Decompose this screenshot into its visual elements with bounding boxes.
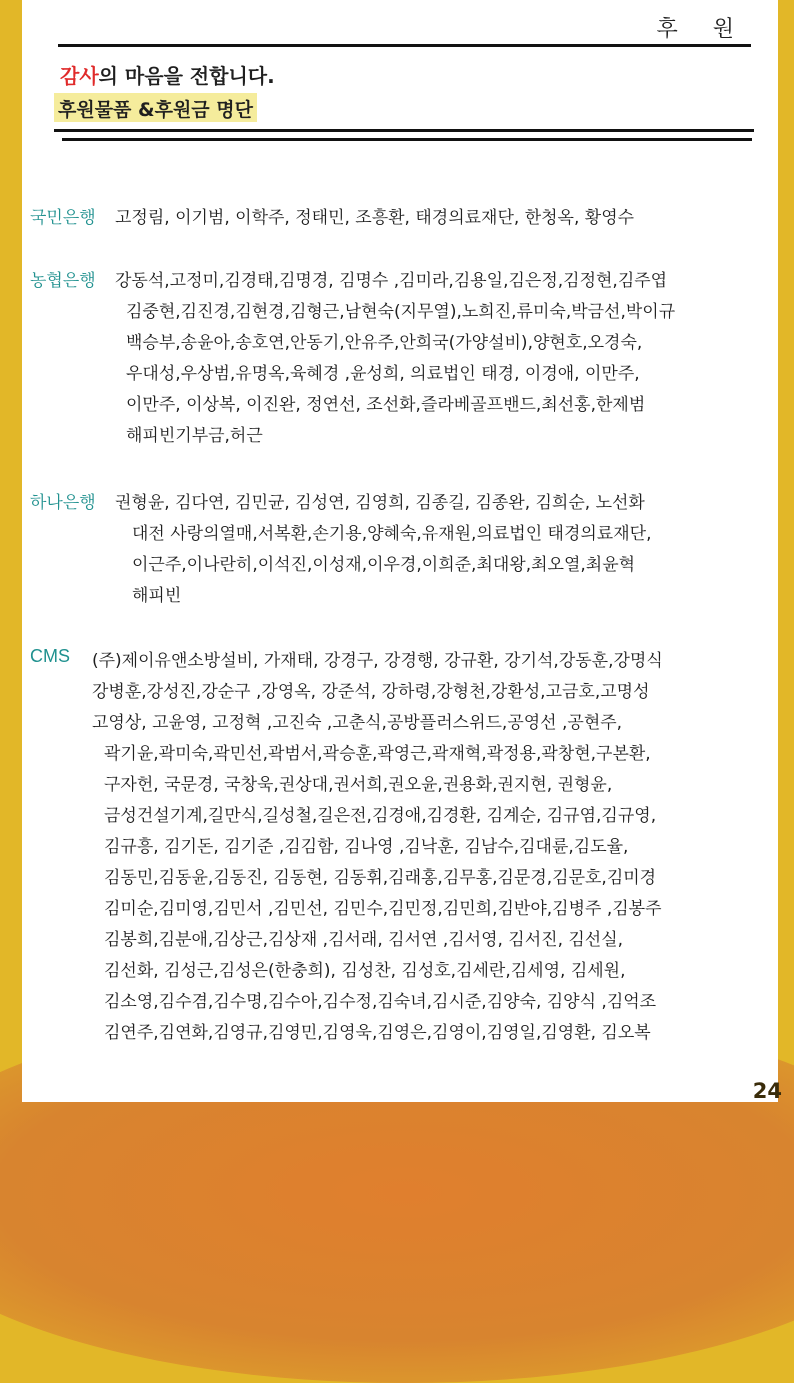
donor-row [30,266,775,297]
donor-line: 강병훈,강성진,강순구 ,강영옥, 강준석, 강하령,강형천,강환성,고금호,고명성 [92,682,650,702]
donor-line: 김동민,김동윤,김동진, 김동현, 김동휘,김래홍,김무홍,김문경,김문호,김미경 [104,868,657,888]
bank-label-kookmin: 국민은행 [30,208,96,228]
donor-line: 해피빈기부금,허근 [126,426,263,446]
section-cms [30,646,775,1049]
donor-row [30,297,775,328]
donor-row [30,581,775,612]
donor-row [30,390,775,421]
donor-row [30,708,775,739]
donor-row [30,987,775,1018]
donor-line: 김규흥, 김기돈, 김기준 ,김김함, 김나영 ,김낙훈, 김남수,김대륜,김도율, [104,837,629,857]
donor-line: 고영상, 고윤영, 고정혁 ,고진숙 ,고춘식,공방플러스위드,공영선 ,공현주, [92,713,623,733]
donor-line: (주)제이유앤소방설비, 가재태, 강경구, 강경행, 강규환, 강기석,강동훈,강명식 [92,651,663,671]
donor-row [30,770,775,801]
donor-line: 김봉희,김분애,김상근,김상재 ,김서래, 김서연 ,김서영, 김서진, 김선실, [104,930,624,950]
donor-row [30,1018,775,1049]
donor-line: 김소영,김수겸,김수명,김수아,김수정,김숙녀,김시준,김양숙, 김양식 ,김억조 [104,992,657,1012]
document-page [22,0,778,1102]
donor-line: 이근주,이나란히,이석진,이성재,이우경,이희준,최대왕,최오열,최윤혁 [132,555,636,575]
bank-label-cms: CMS [30,646,70,666]
donor-row [30,739,775,770]
donor-row [30,328,775,359]
donor-line: 대전 사랑의열매,서복환,손기용,양혜숙,유재원,의료법인 태경의료재단, [132,524,652,544]
heading-accent: 감사 [60,64,99,88]
donor-row [30,677,775,708]
donor-row [30,801,775,832]
donor-line: 곽기윤,곽미숙,곽민선,곽범서,곽승훈,곽영근,곽재혁,곽정용,곽창현,구본환, [104,744,651,764]
header-bottom-rule-1 [54,129,754,132]
donor-row [30,488,775,519]
section-nonghyup [30,266,775,452]
donor-row [30,956,775,987]
section-kookmin [30,203,775,234]
donor-line: 김선화, 김성근,김성은(한충희), 김성찬, 김성호,김세란,김세영, 김세원, [104,961,626,981]
page-heading [60,60,275,89]
donor-row [30,863,775,894]
donor-row [30,359,775,390]
donor-line: 백승부,송윤아,송호연,안동기,안유주,안희국(가양설비),양현호,오경숙, [126,333,643,353]
donor-line: 김미순,김미영,김민서 ,김민선, 김민수,김민정,김민희,김반야,김병주 ,김봉주 [104,899,662,919]
heading-rest: 의 마음을 전합니다. [98,64,275,88]
donor-line: 우대성,우상범,유명옥,육혜경 ,윤성희, 의료법인 태경, 이경애, 이만주, [126,364,640,384]
donor-line: 김중현,김진경,김현경,김형근,남현숙(지무열),노희진,류미숙,박금선,박이규 [126,302,676,322]
donor-line: 해피빈 [132,586,182,606]
page-number: 24 [752,1079,782,1103]
donor-row [30,421,775,452]
header-bottom-rule-2 [62,138,752,141]
bank-label-hana: 하나은행 [30,493,96,513]
donor-row [30,519,775,550]
donor-row [30,894,775,925]
donor-line: 구자헌, 국문경, 국창욱,권상대,권서희,권오윤,권용화,권지현, 권형윤, [104,775,613,795]
donor-row [30,550,775,581]
donor-line: 이만주, 이상복, 이진완, 정연선, 조선화,즐라베골프밴드,최선홍,한제범 [126,395,646,415]
donor-row [30,925,775,956]
section-hana [30,488,775,612]
donor-row [30,832,775,863]
corner-title: 후 원 [656,17,748,42]
donor-line: 고정림, 이기범, 이학주, 정태민, 조흥환, 태경의료재단, 한청옥, 황영수 [115,208,635,228]
donor-row [30,203,775,234]
header-top-rule [58,44,751,47]
donor-line: 김연주,김연화,김영규,김영민,김영욱,김영은,김영이,김영일,김영환, 김오복 [104,1023,651,1043]
donor-line: 권형윤, 김다연, 김민균, 김성연, 김영희, 김종길, 김종완, 김희순, 노선화 [115,493,645,513]
donor-line: 금성건설기계,길만식,길성철,길은전,김경애,김경환, 김계순, 김규염,김규영, [104,806,657,826]
bank-label-nonghyup: 농협은행 [30,271,96,291]
page-subheading: 후원물품 &후원금 명단 [54,93,257,122]
donor-line: 강동석,고정미,김경태,김명경, 김명수 ,김미라,김용일,김은정,김정현,김주엽 [115,271,668,291]
donor-row [30,646,775,677]
